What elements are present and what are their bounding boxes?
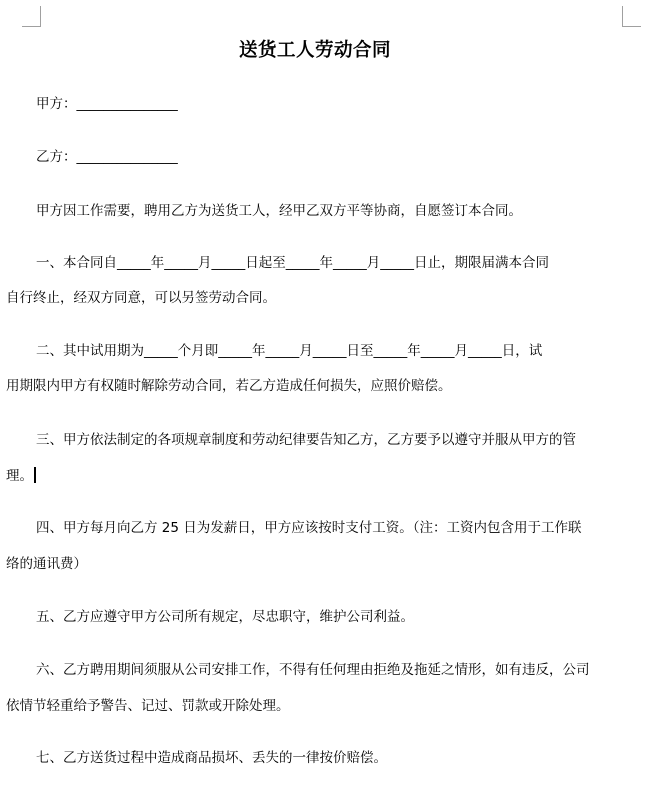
clause-3-line-1[interactable]: 三、甲方依法制定的各项规章制度和劳动纪律要告知乙方，乙方要予以遵守并服从甲方的管 — [36, 432, 576, 448]
intro-paragraph[interactable]: 甲方因工作需要，聘用乙方为送货工人，经甲乙双方平等协商，自愿签订本合同。 — [36, 203, 522, 219]
text-cursor — [34, 467, 36, 483]
clause-3-line-2[interactable]: 理。 — [6, 468, 33, 484]
page-corner-mark-top-left — [22, 6, 41, 27]
clause-5-line-1[interactable]: 五、乙方应遵守甲方公司所有规定，尽忠职守，维护公司利益。 — [36, 609, 414, 625]
party-a-line[interactable]: 甲方：_______________ — [36, 96, 178, 112]
clause-1-line-1[interactable]: 一、本合同自_____年_____月_____日起至_____年_____月_____日止，期限届满本合同 — [36, 255, 549, 271]
clause-3-line-2-wrap[interactable] — [6, 467, 598, 486]
clause-6-line-2[interactable]: 依情节轻重给予警告、记过、罚款或开除处理。 — [6, 698, 290, 714]
page-corner-mark-top-right — [622, 6, 641, 27]
clause-2-line-1[interactable]: 二、其中试用期为_____个月即_____年_____月_____日至_____年_____月_____日，试 — [36, 343, 543, 359]
clause-4-line-2[interactable]: 络的通讯费） — [6, 556, 87, 572]
document-title: 送货工人劳动合同 — [238, 40, 391, 61]
clause-4-line-1[interactable]: 四、甲方每月向乙方 25 日为发薪日，甲方应该按时支付工资。（注：工资内包含用于工作联 — [36, 520, 582, 536]
clause-7-line-1[interactable]: 七、乙方送货过程中造成商品损坏、丢失的一律按价赔偿。 — [36, 750, 387, 766]
party-b-line[interactable]: 乙方：_______________ — [36, 149, 178, 165]
clause-1-line-2[interactable]: 自行终止，经双方同意，可以另签劳动合同。 — [6, 290, 276, 306]
clause-6-line-1[interactable]: 六、乙方聘用期间须服从公司安排工作，不得有任何理由拒绝及拖延之情形，如有违反，公司 — [36, 662, 590, 678]
clause-2-line-2[interactable]: 用期限内甲方有权随时解除劳动合同，若乙方造成任何损失，应照价赔偿。 — [6, 378, 452, 394]
